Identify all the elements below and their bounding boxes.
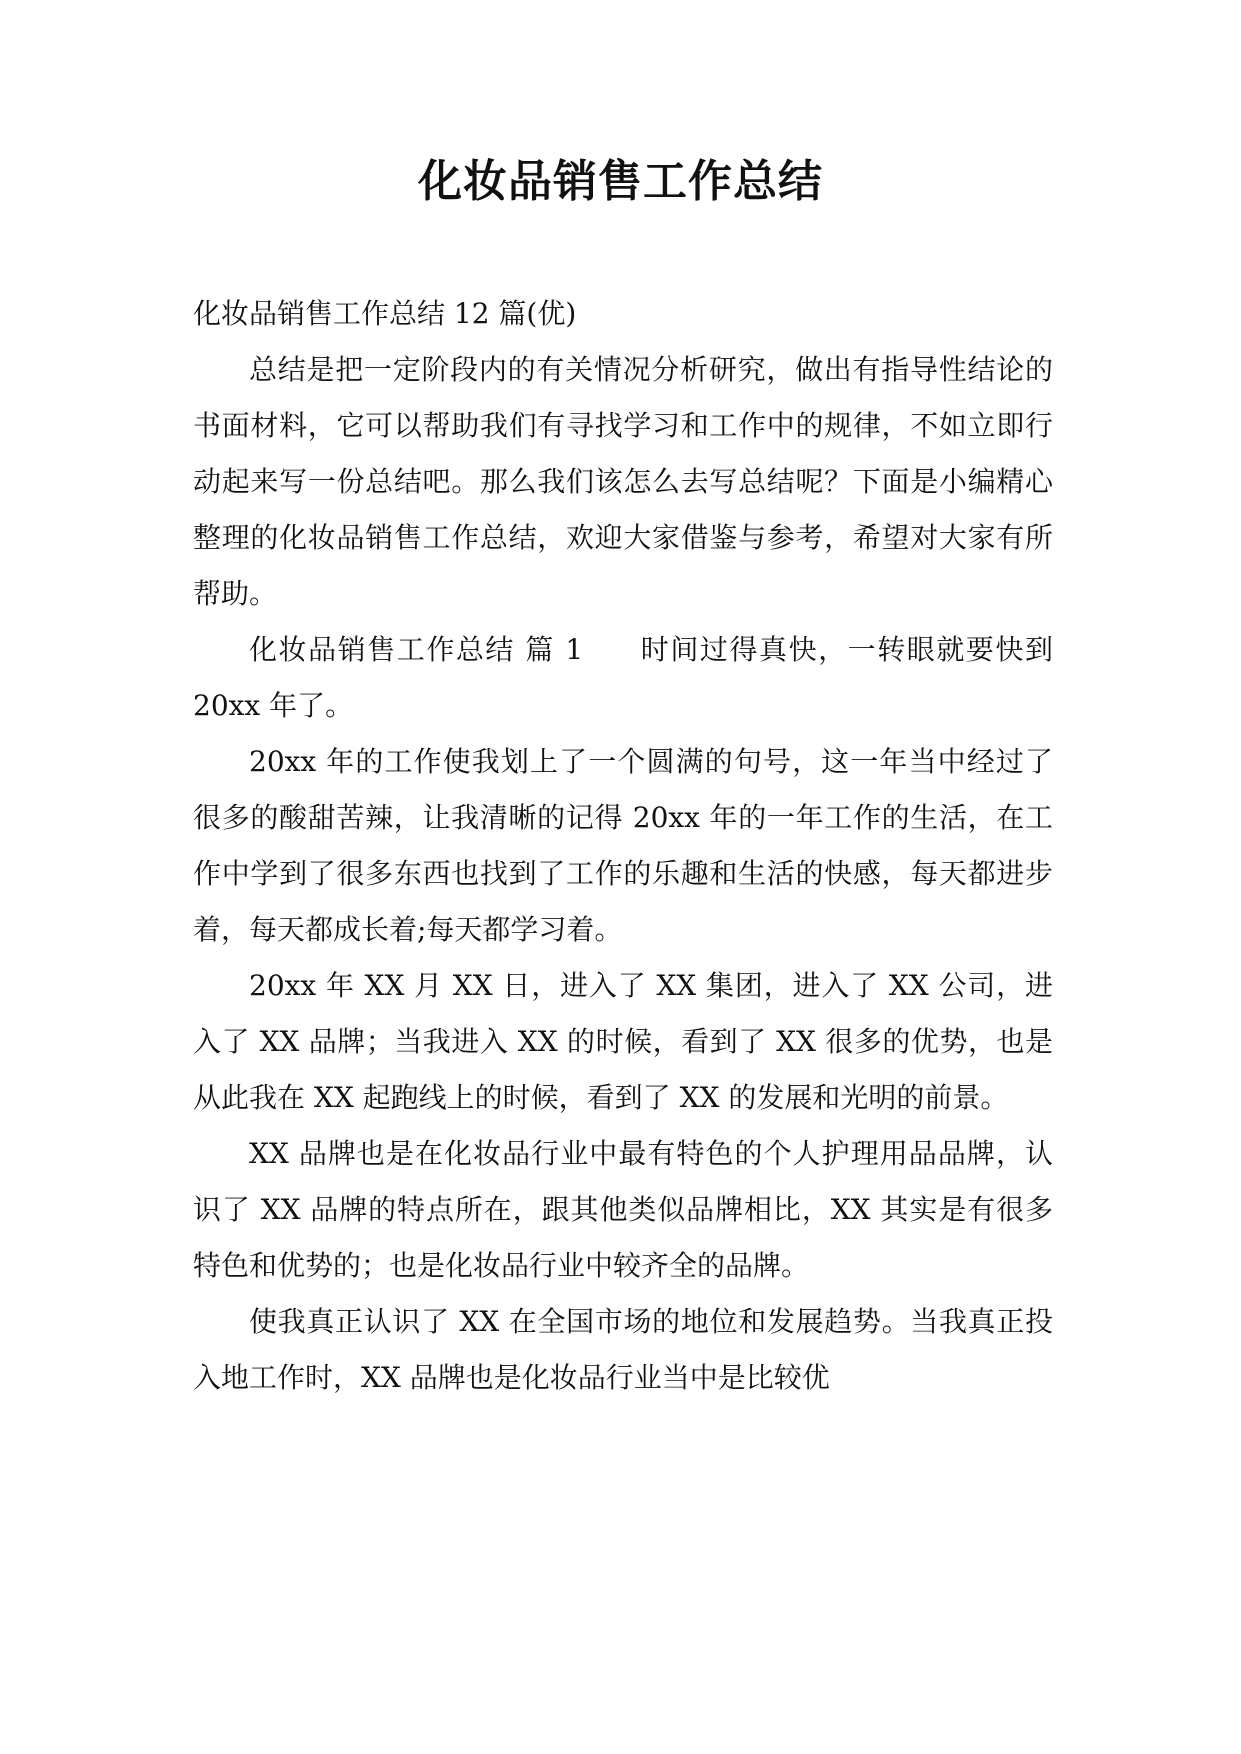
document-title: 化妆品销售工作总结: [418, 156, 823, 207]
section-heading: 化妆品销售工作总结 篇 1: [249, 633, 584, 666]
body-paragraph-4: 使我真正认识了 XX 在全国市场的地位和发展趋势。当我真正投入地工作时，XX 品牌也是化妆品行业当中是比较优: [193, 1305, 1053, 1394]
document-subtitle: 化妆品销售工作总结 12 篇(优): [193, 297, 577, 330]
intro-paragraph: 总结是把一定阶段内的有关情况分析研究，做出有指导性结论的书面材料，它可以帮助我们有寻找学习和工作中的规律，不如立即行动起来写一份总结吧。那么我们该怎么去写总结呢？下面是小编精心整理的化妆品销售工作总结，欢迎大家借鉴与参考，希望对大家有所帮助。: [193, 353, 1053, 610]
body-paragraph-1: 20xx 年的工作使我划上了一个圆满的句号，这一年当中经过了很多的酸甜苦辣，让我清晰的记得 20xx 年的一年工作的生活，在工作中学到了很多东西也找到了工作的乐趣和生活的快感，每天都进步着，每天都成长着;每天都学习着。: [193, 745, 1053, 946]
body-paragraph-3: XX 品牌也是在化妆品行业中最有特色的个人护理用品品牌，认识了 XX 品牌的特点所在，跟其他类似品牌相比，XX 其实是有很多特色和优势的；也是化妆品行业中较齐全的品牌。: [193, 1137, 1053, 1282]
document-body: [193, 286, 1053, 1406]
body-paragraph-2: 20xx 年 XX 月 XX 日，进入了 XX 集团，进入了 XX 公司，进入了 XX 品牌；当我进入 XX 的时候，看到了 XX 很多的优势，也是从此我在 XX 起跑线上的时候，看到了 XX 的发展和光明的前景。: [193, 969, 1053, 1114]
section-paragraph: [193, 622, 1053, 734]
section-first-text: 时间过得真快，一转眼就要快到 20xx 年了。: [193, 633, 1053, 722]
